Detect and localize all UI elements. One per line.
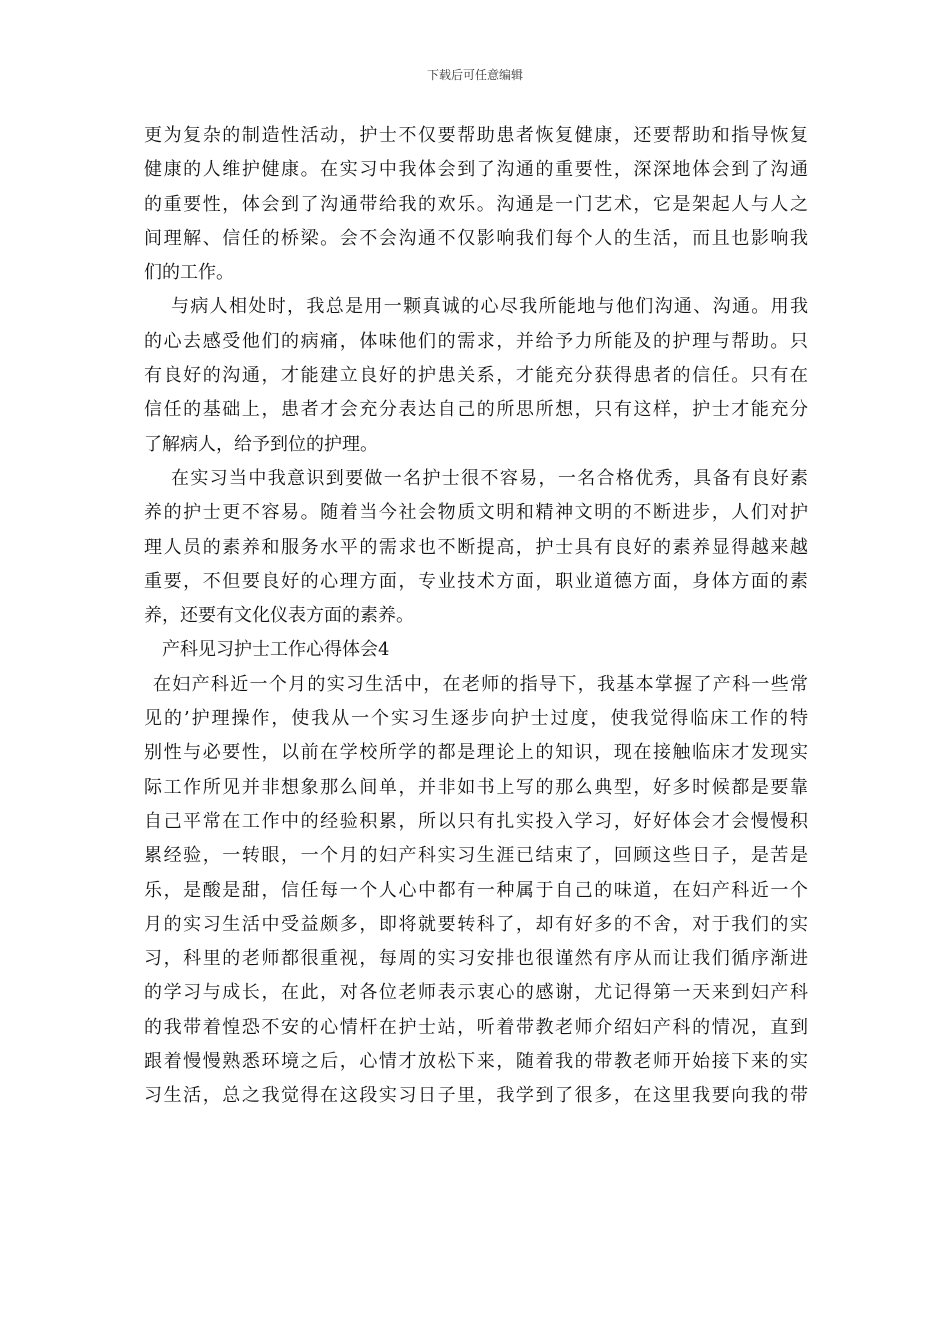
text-line: 际工作所见并非想象那么间单，并非如书上写的那么典型，好多时候都是要靠 bbox=[144, 776, 808, 798]
text-line: 习，科里的老师都很重视，每周的实习安排也很谨然有序从而让我们循序渐进 bbox=[144, 948, 808, 970]
text-line: 了解病人，给予到位的护理。 bbox=[144, 433, 378, 455]
document-body bbox=[144, 119, 808, 1114]
paragraph-first-line: 在实习当中我意识到要做一名护士很不容易，一名合格优秀，具备有良好素 bbox=[171, 467, 808, 489]
text-line: 累经验，一转眼，一个月的妇产科实习生涯已结束了，回顾这些日子，是苦是 bbox=[144, 845, 808, 867]
text-line: 月的实习生活中受益颇多，即将就要转科了，却有好多的不舍，对于我们的实 bbox=[144, 913, 808, 935]
text-line: 自己平常在工作中的经验积累，所以只有扎实投入学习，好好体会才会慢慢积 bbox=[144, 810, 808, 832]
text-line: 理人员的素养和服务水平的需求也不断提高，护士具有良好的素养显得越来越 bbox=[144, 536, 808, 558]
paragraph-first-line: 在妇产科近一个月的实习生活中，在老师的指导下，我基本掌握了产科一些常 bbox=[153, 673, 808, 695]
text-line: 有良好的沟通，才能建立良好的护患关系，才能充分获得患者的信任。只有在 bbox=[144, 365, 808, 387]
text-line: 的我带着惶恐不安的心情杆在护士站，听着带教老师介绍妇产科的情况，直到 bbox=[144, 1016, 808, 1038]
text-line: 的学习与成长，在此，对各位老师表示衷心的感谢，尤记得第一天来到妇产科 bbox=[144, 982, 808, 1004]
page-header: 下载后可任意编辑 bbox=[426, 68, 523, 82]
text-line: 信任的基础上，患者才会充分表达自己的所思所想，只有这样，护士才能充分 bbox=[144, 399, 808, 421]
text-line: 习生活，总之我觉得在这段实习日子里，我学到了很多，在这里我要向我的带 bbox=[144, 1085, 808, 1107]
text-line: 间理解、信任的桥梁。会不会沟通不仅影响我们每个人的生活，而且也影响我 bbox=[144, 227, 808, 249]
text-line: 更为复杂的制造性活动，护士不仅要帮助患者恢复健康，还要帮助和指导恢复 bbox=[144, 125, 808, 146]
text-line: 跟着慢慢熟悉环境之后，心情才放松下来，随着我的带教老师开始接下来的实 bbox=[144, 1051, 808, 1073]
text-line: 重要，不但要良好的心理方面，专业技术方面，职业道德方面，身体方面的素 bbox=[144, 570, 808, 592]
text-line: 见的’护理操作，使我从一个实习生逐步向护士过度，使我觉得临床工作的特 bbox=[144, 708, 808, 730]
text-line: 的重要性，体会到了沟通带给我的欢乐。沟通是一门艺术，它是架起人与人之 bbox=[144, 193, 808, 215]
text-line: 别性与必要性，以前在学校所学的都是理论上的知识，现在接触临床才发现实 bbox=[144, 742, 808, 764]
text-line: 的心去感受他们的病痛，体味他们的需求，并给予力所能及的护理与帮助。只 bbox=[144, 330, 808, 352]
text-line: 乐，是酸是甜，信任每一个人心中都有一种属于自己的味道，在妇产科近一个 bbox=[144, 879, 808, 901]
section-title: 产科见习护士工作心得体会4 bbox=[162, 639, 390, 661]
text-line: 养，还要有文化仪表方面的素养。 bbox=[144, 605, 414, 627]
text-line: 们的工作。 bbox=[144, 262, 234, 284]
text-line: 健康的人维护健康。在实习中我体会到了沟通的重要性，深深地体会到了沟通 bbox=[144, 159, 808, 181]
paragraph-first-line: 与病人相处时，我总是用一颗真诚的心尽我所能地与他们沟通、沟通。用我 bbox=[171, 296, 808, 318]
text-line: 养的护士更不容易。随着当今社会物质文明和精神文明的不断进步，人们对护 bbox=[144, 502, 808, 524]
